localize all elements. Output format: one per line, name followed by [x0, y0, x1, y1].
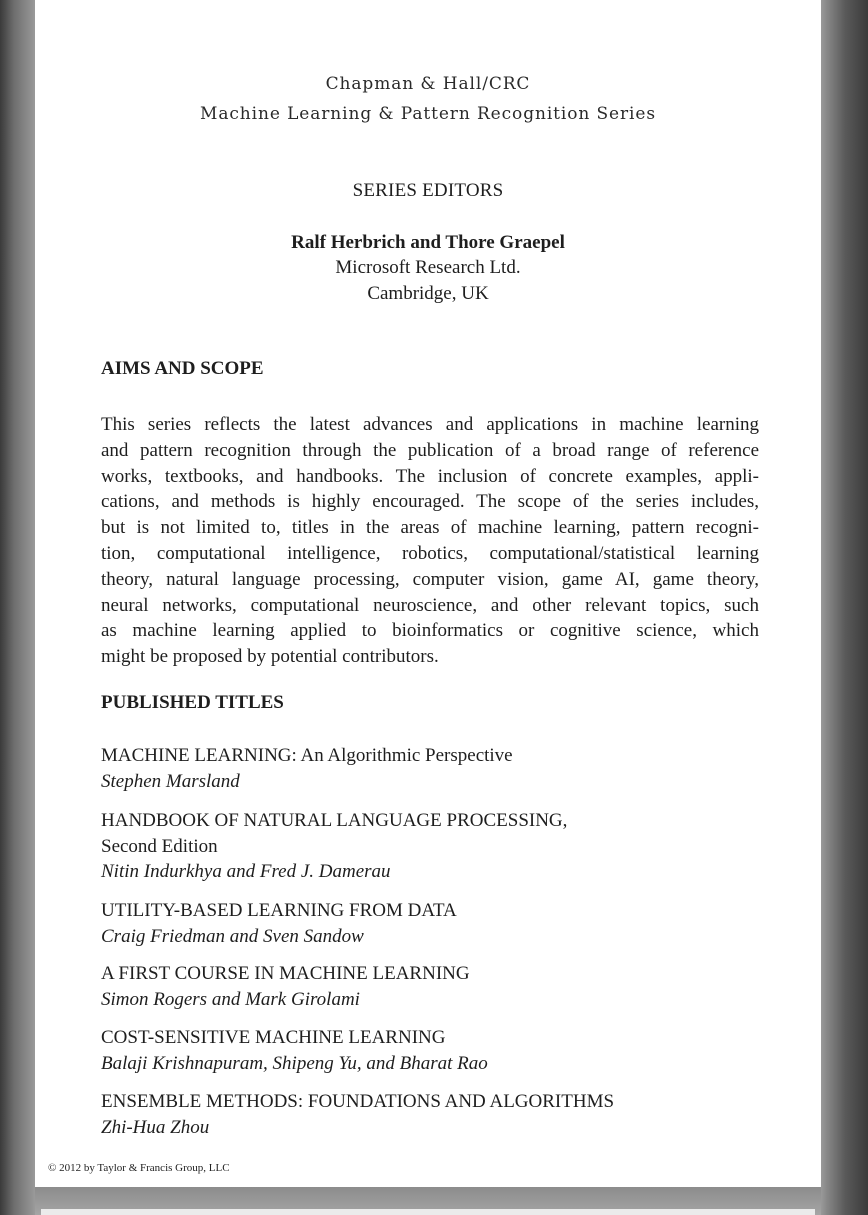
book-title: COST-SENSITIVE MACHINE LEARNING [101, 1027, 446, 1048]
paragraph-line: works, textbooks, and handbooks. The inclusion of concrete examples, appli- [101, 465, 759, 487]
book-title: MACHINE LEARNING: An Algorithmic Perspective [101, 745, 513, 766]
book-authors: Balaji Krishnapuram, Shipeng Yu, and Bharat Rao [101, 1052, 488, 1074]
book-title: HANDBOOK OF NATURAL LANGUAGE PROCESSING, [101, 810, 568, 831]
book-title: A FIRST COURSE IN MACHINE LEARNING [101, 963, 470, 984]
editor-location: Cambridge, UK [367, 283, 489, 304]
paragraph-line: This series reflects the latest advances and applications in machine learning [101, 414, 759, 435]
next-page-edge [41, 1209, 815, 1215]
book-title: ENSEMBLE METHODS: FOUNDATIONS AND ALGORITHMS [101, 1091, 615, 1112]
book-title-continued: Second Edition [101, 835, 218, 857]
paragraph-line: and pattern recognition through the publication of a broad range of reference [101, 439, 759, 461]
editor-names: Ralf Herbrich and Thore Graepel [291, 232, 565, 253]
title-entry [101, 1025, 488, 1076]
paragraph-line: cations, and methods is highly encouraged. The scope of the series includes, [101, 491, 759, 513]
paragraph-line: neural networks, computational neuroscience, and other relevant topics, such [101, 594, 759, 616]
paragraph-line: but is not limited to, titles in the areas of machine learning, pattern recogni- [101, 517, 759, 539]
book-authors: Nitin Indurkhya and Fred J. Damerau [101, 861, 391, 882]
book-authors: Stephen Marsland [101, 770, 240, 792]
editor-organization: Microsoft Research Ltd. [335, 257, 521, 278]
paragraph-line: tion, computational intelligence, robotics, computational/statistical learning [101, 542, 759, 564]
book-authors: Simon Rogers and Mark Girolami [101, 988, 360, 1010]
series-name: Machine Learning & Pattern Recognition Series [200, 104, 656, 124]
published-titles-heading: PUBLISHED TITLES [101, 692, 284, 713]
book-title: UTILITY-BASED LEARNING FROM DATA [101, 900, 457, 921]
copyright-notice: © 2012 by Taylor & Francis Group, LLC [48, 1162, 230, 1174]
title-entry [101, 808, 567, 885]
title-entry [101, 1089, 614, 1140]
document-page [35, 0, 821, 1187]
aims-and-scope-heading: AIMS AND SCOPE [101, 358, 264, 379]
aims-and-scope-paragraph [101, 412, 759, 670]
title-entry [101, 743, 513, 794]
page-edge [35, 1187, 821, 1215]
paragraph-line: as machine learning applied to bioinformatics or cognitive science, which [101, 620, 759, 642]
paragraph-line: might be proposed by potential contributors. [101, 646, 439, 668]
series-editors-heading: SERIES EDITORS [352, 180, 504, 201]
publisher-name: Chapman & Hall/CRC [325, 74, 531, 94]
title-entry [101, 961, 470, 1012]
book-authors: Zhi-Hua Zhou [101, 1116, 210, 1138]
paragraph-line: theory, natural language processing, computer vision, game AI, game theory, [101, 568, 759, 590]
title-entry [101, 898, 457, 949]
book-authors: Craig Friedman and Sven Sandow [101, 925, 364, 947]
